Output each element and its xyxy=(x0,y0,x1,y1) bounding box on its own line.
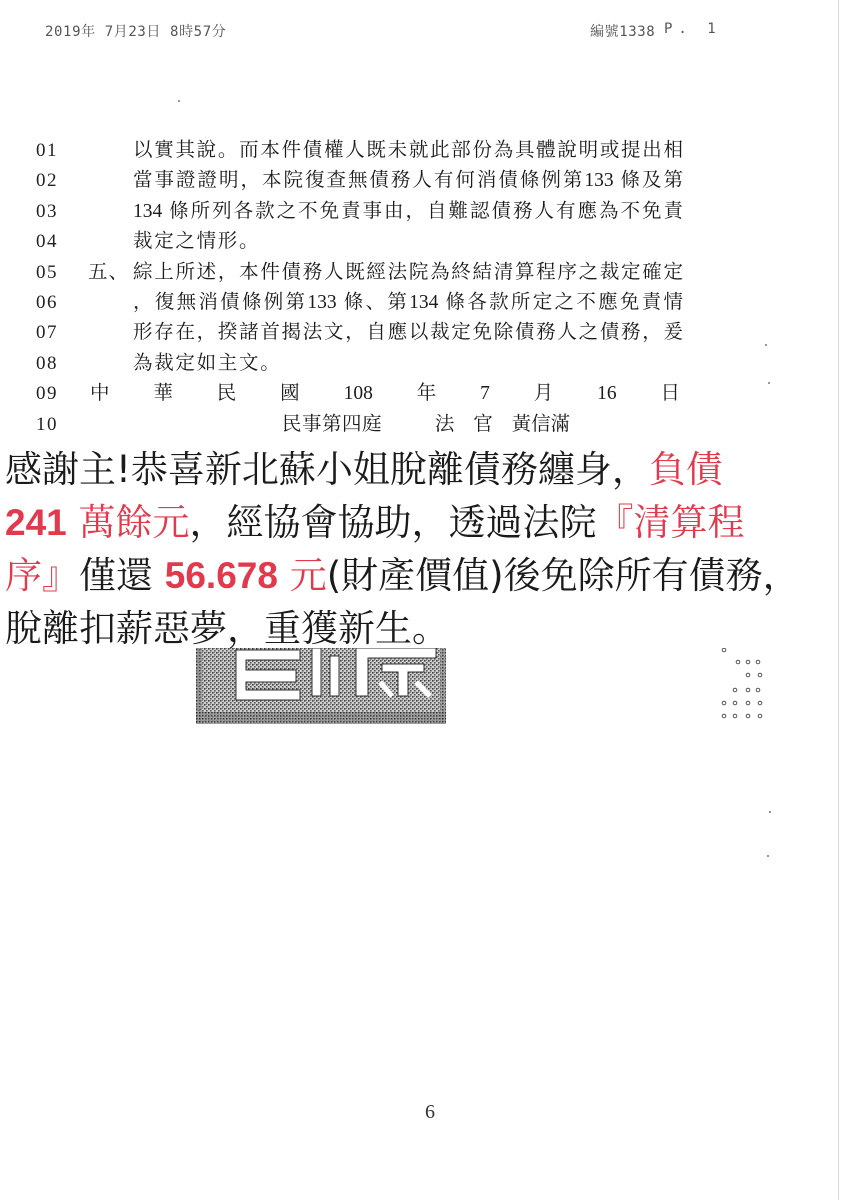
ruling-line xyxy=(0,288,848,318)
court-division: 民事第四庭 xyxy=(282,413,383,435)
ruling-line xyxy=(0,166,848,196)
date-part: 年 xyxy=(416,383,437,405)
date-part: 民 xyxy=(216,383,237,405)
date-part: 108 xyxy=(343,383,373,405)
line-number: 09 xyxy=(36,383,58,405)
line-number: 01 xyxy=(36,140,58,161)
ruling-line xyxy=(0,318,848,348)
testimony-line xyxy=(5,549,815,602)
line-text: 134 條所列各款之不免責事由，自難認債務人有應為不免責 xyxy=(133,200,683,222)
ruling-body xyxy=(0,136,848,440)
date-part: 國 xyxy=(280,383,300,405)
scan-speck xyxy=(767,855,769,857)
date-part: 華 xyxy=(153,383,173,405)
testimony-line xyxy=(5,443,815,496)
fax-page-label: P. 1 xyxy=(664,21,722,37)
line-text: 形存在，揆諸首揭法文，自應以裁定免除債務人之債務，爰 xyxy=(133,322,683,344)
ruling-line xyxy=(0,227,848,257)
testimony-text: ，經協會協助，透過法院 xyxy=(189,501,597,544)
line-text: 當事證證明，本院復查無債務人有何消債條例第133 條及第 xyxy=(133,170,683,192)
scan-speck xyxy=(769,811,771,813)
date-part: 日 xyxy=(660,383,680,405)
judge-title: 法 官 xyxy=(434,413,493,435)
repaid-amount: 56.678 xyxy=(164,555,278,596)
line-number: 06 xyxy=(36,291,58,313)
ruling-line xyxy=(0,258,848,288)
ruling-date xyxy=(90,379,680,409)
ruling-line xyxy=(0,349,848,379)
line-text: 為裁定如主文。 xyxy=(133,352,282,374)
testimony-line xyxy=(5,602,815,655)
fax-document-number: 編號1338 xyxy=(590,24,656,40)
line-number: 05 xyxy=(36,261,58,283)
line-text: ，復無消債條例第133 條、第134 條各款所定之不應免責情 xyxy=(133,291,683,313)
line-text: 裁定之情形。 xyxy=(133,231,261,253)
page-number: 6 xyxy=(425,1101,435,1123)
line-number: 02 xyxy=(36,170,58,192)
repaid-amount-unit: 元 xyxy=(277,554,327,597)
line-number: 07 xyxy=(36,322,58,344)
testimony-text: 感謝主!恭喜新北蘇小姐脫離債務纏身， xyxy=(5,448,649,491)
debt-amount-unit: 萬餘元 xyxy=(66,501,190,544)
testimony-text: 僅還 xyxy=(79,554,165,597)
section-marker: 五、 xyxy=(88,261,130,283)
judge-name: 黃信滿 xyxy=(511,413,571,435)
signature-line xyxy=(0,410,848,440)
testimony-highlight: 序』 xyxy=(5,554,79,597)
line-number: 10 xyxy=(36,413,58,435)
line-number: 08 xyxy=(36,352,58,374)
date-part: 16 xyxy=(597,383,617,405)
line-text: 以實其說。而本件債權人既未就此部份為具體說明或提出相 xyxy=(133,140,683,161)
ruling-line xyxy=(0,136,848,166)
date-part: 月 xyxy=(533,383,554,405)
testimony-overlay xyxy=(0,443,815,648)
judge-signature xyxy=(282,410,570,440)
date-part: 中 xyxy=(90,383,110,405)
line-number: 04 xyxy=(36,231,58,253)
date-part: 7 xyxy=(480,383,490,405)
testimony-highlight: 負債 xyxy=(648,448,723,491)
date-line xyxy=(0,379,848,409)
testimony-highlight: 『清算程 xyxy=(596,501,745,544)
testimony-text: 脫離扣薪惡夢，重獲新生。 xyxy=(5,607,449,650)
ruling-line xyxy=(0,197,848,227)
fax-datetime: 2019年 7月23日 8時57分 xyxy=(45,24,227,40)
line-number: 03 xyxy=(36,200,58,222)
scan-speck xyxy=(178,100,180,102)
testimony-line xyxy=(5,496,815,549)
line-text: 綜上所述，本件債務人既經法院為終結清算程序之裁定確定 xyxy=(133,261,683,283)
debt-amount: 241 xyxy=(5,502,67,543)
testimony-text: (財產價值)後免除所有債務， xyxy=(326,554,800,597)
